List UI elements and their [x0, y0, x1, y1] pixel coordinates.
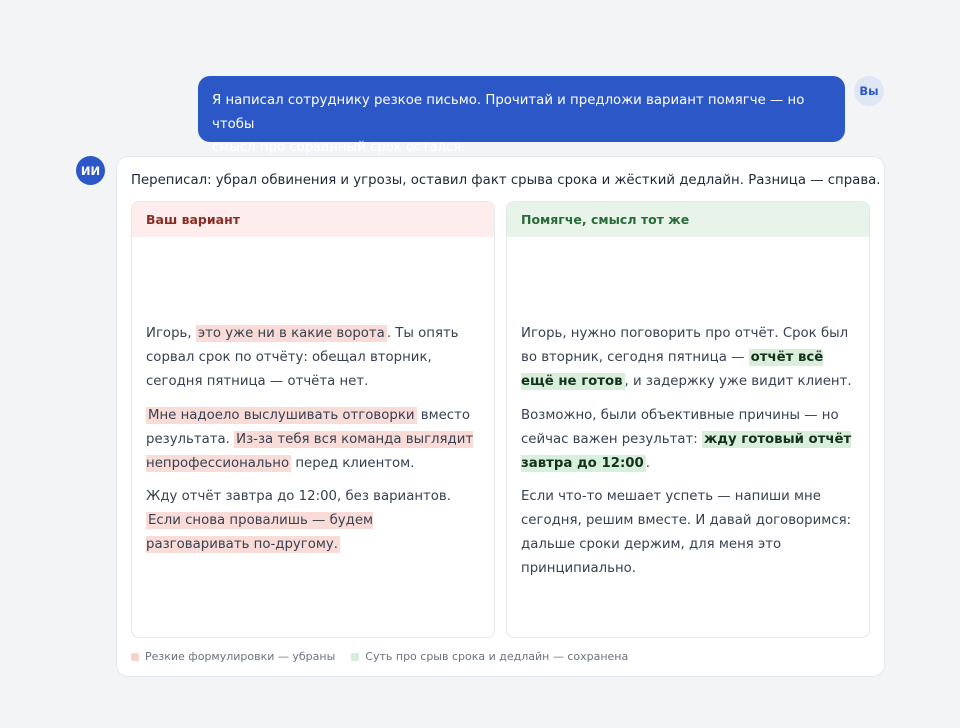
red-swatch-icon	[131, 653, 139, 661]
harsh-phrase-highlight: Из-за тебя вся команда выглядит непрофессионально	[146, 431, 474, 471]
softened-paragraph-2	[521, 404, 855, 476]
softened-version-panel	[506, 201, 870, 638]
harsh-phrase-highlight: Если снова провалишь — будем разговаривать по-другому.	[146, 513, 374, 552]
text-span: Если что-то мешает успеть — напиши мне сегодня, решим вместе. И давай договоримся: дальше сроки держим, для меня это принципиально.	[521, 489, 852, 576]
legend-item-kept	[351, 650, 628, 663]
legend-label-kept: Суть про срыв срока и дедлайн — сохранена	[365, 650, 629, 663]
user-message-line-1: Я написал сотруднику резкое письмо. Прочитай и предложи вариант помягче — но чтобы	[212, 93, 805, 132]
highlight-legend	[131, 650, 644, 663]
legend-item-removed	[131, 650, 335, 663]
text-span: . Ты опять сорвал срок по отчёту: обещал вторник, сегодня пятница — отчёта нет.	[146, 326, 459, 389]
legend-label-removed: Резкие формулировки — убраны	[145, 650, 336, 663]
softened-version-body	[521, 322, 855, 591]
text-span: Возможно, были объективные причины — но сейчас важен результат:	[521, 407, 839, 447]
text-span: Игорь,	[146, 326, 196, 341]
original-version-body	[146, 322, 480, 567]
softened-paragraph-3	[521, 485, 855, 581]
kept-meaning-highlight: жду готовый отчёт завтра до 12:00	[521, 431, 852, 471]
original-paragraph-2	[146, 404, 480, 476]
original-version-panel	[131, 201, 495, 638]
text-span: .	[645, 455, 651, 471]
harsh-phrase-highlight: это уже ни в какие ворота	[197, 326, 385, 341]
text-span: Жду отчёт завтра до 12:00, без вариантов.	[146, 489, 451, 504]
user-message-bubble	[198, 76, 845, 155]
original-paragraph-1	[146, 322, 480, 394]
green-swatch-icon	[351, 653, 359, 661]
text-span: , и задержку уже видит клиент.	[624, 374, 852, 389]
kept-meaning-highlight: отчёт всё ещё не готов	[521, 350, 824, 389]
user-avatar: Вы	[854, 76, 884, 106]
original-version-title: Ваш вариант	[132, 202, 494, 237]
softened-paragraph-1	[521, 322, 855, 394]
text-span: перед клиентом.	[291, 455, 415, 471]
text-span: Игорь, нужно поговорить про отчёт. Срок был во вторник, сегодня пятница —	[521, 326, 849, 365]
text-span: вместо результата.	[146, 407, 470, 447]
ai-intro-text: Переписал: убрал обвинения и угрозы, оставил факт срыва срока и жёсткий дедлайн. Разница — справа.	[131, 173, 881, 188]
softened-version-title: Помягче, смысл тот же	[507, 202, 869, 237]
user-message-line-2: смысл про сорванный срок остался.	[212, 140, 466, 155]
original-paragraph-3	[146, 485, 480, 557]
ai-avatar: ИИ	[76, 156, 105, 185]
user-message-row	[198, 76, 884, 155]
ai-message-card	[116, 156, 885, 677]
harsh-phrase-highlight: Мне надоело выслушивать отговорки	[148, 407, 415, 423]
